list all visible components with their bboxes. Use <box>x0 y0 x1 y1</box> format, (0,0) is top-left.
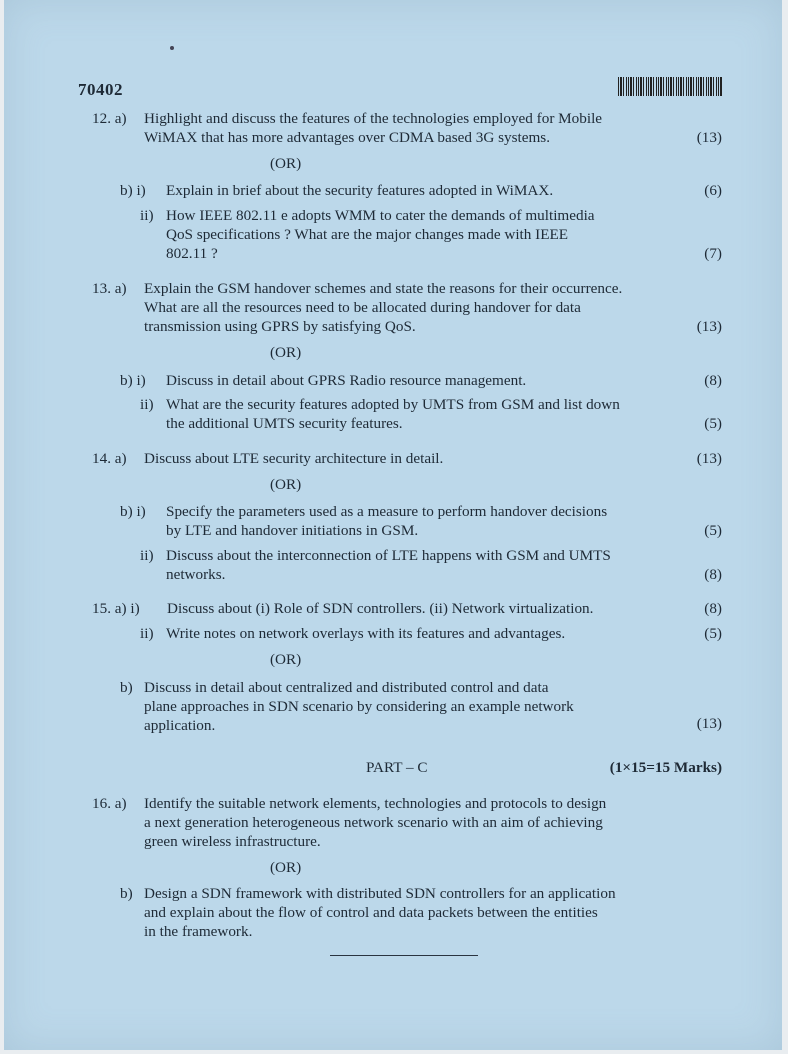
q12-b-ii-line1: How IEEE 802.11 e adopts WMM to cater the demands of multimedia <box>166 207 595 224</box>
q14-b-ii-line1: Discuss about the interconnection of LTE happens with GSM and UMTS <box>166 547 611 564</box>
q12-b-ii-label: ii) <box>140 207 154 224</box>
q13-b-ii-line1: What are the security features adopted by UMTS from GSM and list down <box>166 396 620 413</box>
q13-a-marks: (13) <box>696 318 722 335</box>
q14-b-i-line1: Specify the parameters used as a measure to perform handover decisions <box>166 503 608 520</box>
ink-speck <box>170 46 174 50</box>
q14-b-i-label: b) i) <box>120 503 146 520</box>
q15-b-marks: (13) <box>696 715 722 732</box>
q13-a-line2: What are all the resources need to be allocated during handover for data <box>144 299 581 316</box>
q14-b-ii-marks: (8) <box>704 566 722 583</box>
q15-b-line1: Discuss in detail about centralized and distributed control and data <box>144 679 549 696</box>
q13-or: (OR) <box>270 344 302 361</box>
q15-number: 15. a) i) <box>92 600 140 617</box>
q14-number: 14. a) <box>92 450 127 467</box>
q12-a-line1: Highlight and discuss the features of the technologies employed for Mobile <box>144 110 603 127</box>
q16-or: (OR) <box>270 859 302 876</box>
q13-b-i-label: b) i) <box>120 372 146 389</box>
q15-a-ii-marks: (5) <box>704 625 722 642</box>
q15-a-ii-label: ii) <box>140 625 154 642</box>
barcode-image <box>618 77 722 96</box>
q12-a-line2: WiMAX that has more advantages over CDMA based 3G systems. <box>144 129 551 146</box>
q14-or: (OR) <box>270 476 302 493</box>
q15-or: (OR) <box>270 651 302 668</box>
q16-a-line1: Identify the suitable network elements, technologies and protocols to design <box>144 795 607 812</box>
q16-a-line3: green wireless infrastructure. <box>144 833 321 850</box>
q13-b-ii-line2: the additional UMTS security features. <box>166 415 403 432</box>
q12-a-marks: (13) <box>696 129 722 146</box>
q13-b-ii-marks: (5) <box>704 415 722 432</box>
part-c-marks: (1×15=15 Marks) <box>609 759 722 776</box>
q15-a-i-marks: (8) <box>704 600 722 617</box>
q12-b-ii-line2: QoS specifications ? What are the major changes made with IEEE <box>166 226 569 243</box>
q16-b-line2: and explain about the flow of control and data packets between the entities <box>144 904 598 921</box>
q16-b-line1: Design a SDN framework with distributed SDN controllers for an application <box>144 885 616 902</box>
q15-a-ii-text: Write notes on network overlays with its features and advantages. <box>166 625 566 642</box>
q15-b-line3: application. <box>144 717 216 734</box>
q14-b-ii-label: ii) <box>140 547 154 564</box>
q14-b-ii-line2: networks. <box>166 566 226 583</box>
q15-a-i-text: Discuss about (i) Role of SDN controllers. (ii) Network virtualization. <box>167 600 594 617</box>
q12-b-ii-marks: (7) <box>704 245 722 262</box>
q15-b-line2: plane approaches in SDN scenario by considering an example network <box>144 698 574 715</box>
q13-b-ii-label: ii) <box>140 396 154 413</box>
q13-number: 13. a) <box>92 280 127 297</box>
q13-a-line1: Explain the GSM handover schemes and state the reasons for their occurrence. <box>144 280 623 297</box>
q13-a-line3: transmission using GPRS by satisfying QoS. <box>144 318 416 335</box>
q16-b-label: b) <box>120 885 133 902</box>
q14-a-line1: Discuss about LTE security architecture in detail. <box>144 450 444 467</box>
end-rule <box>330 955 478 956</box>
q13-b-i-text: Discuss in detail about GPRS Radio resource management. <box>166 372 527 389</box>
q14-a-marks: (13) <box>696 450 722 467</box>
q12-b-i-text: Explain in brief about the security features adopted in WiMAX. <box>166 182 554 199</box>
q12-or: (OR) <box>270 155 302 172</box>
q12-b-i-label: b) i) <box>120 182 146 199</box>
part-c-title: PART – C <box>366 759 428 776</box>
q16-a-line2: a next generation heterogeneous network scenario with an aim of achieving <box>144 814 603 831</box>
q15-b-label: b) <box>120 679 133 696</box>
paper-code: 70402 <box>78 80 123 99</box>
q16-number: 16. a) <box>92 795 127 812</box>
q14-b-i-line2: by LTE and handover initiations in GSM. <box>166 522 419 539</box>
q13-b-i-marks: (8) <box>704 372 722 389</box>
q12-b-i-marks: (6) <box>704 182 722 199</box>
q14-b-i-marks: (5) <box>704 522 722 539</box>
q12-b-ii-line3: 802.11 ? <box>166 245 218 262</box>
q12-number: 12. a) <box>92 110 127 127</box>
q16-b-line3: in the framework. <box>144 923 253 940</box>
